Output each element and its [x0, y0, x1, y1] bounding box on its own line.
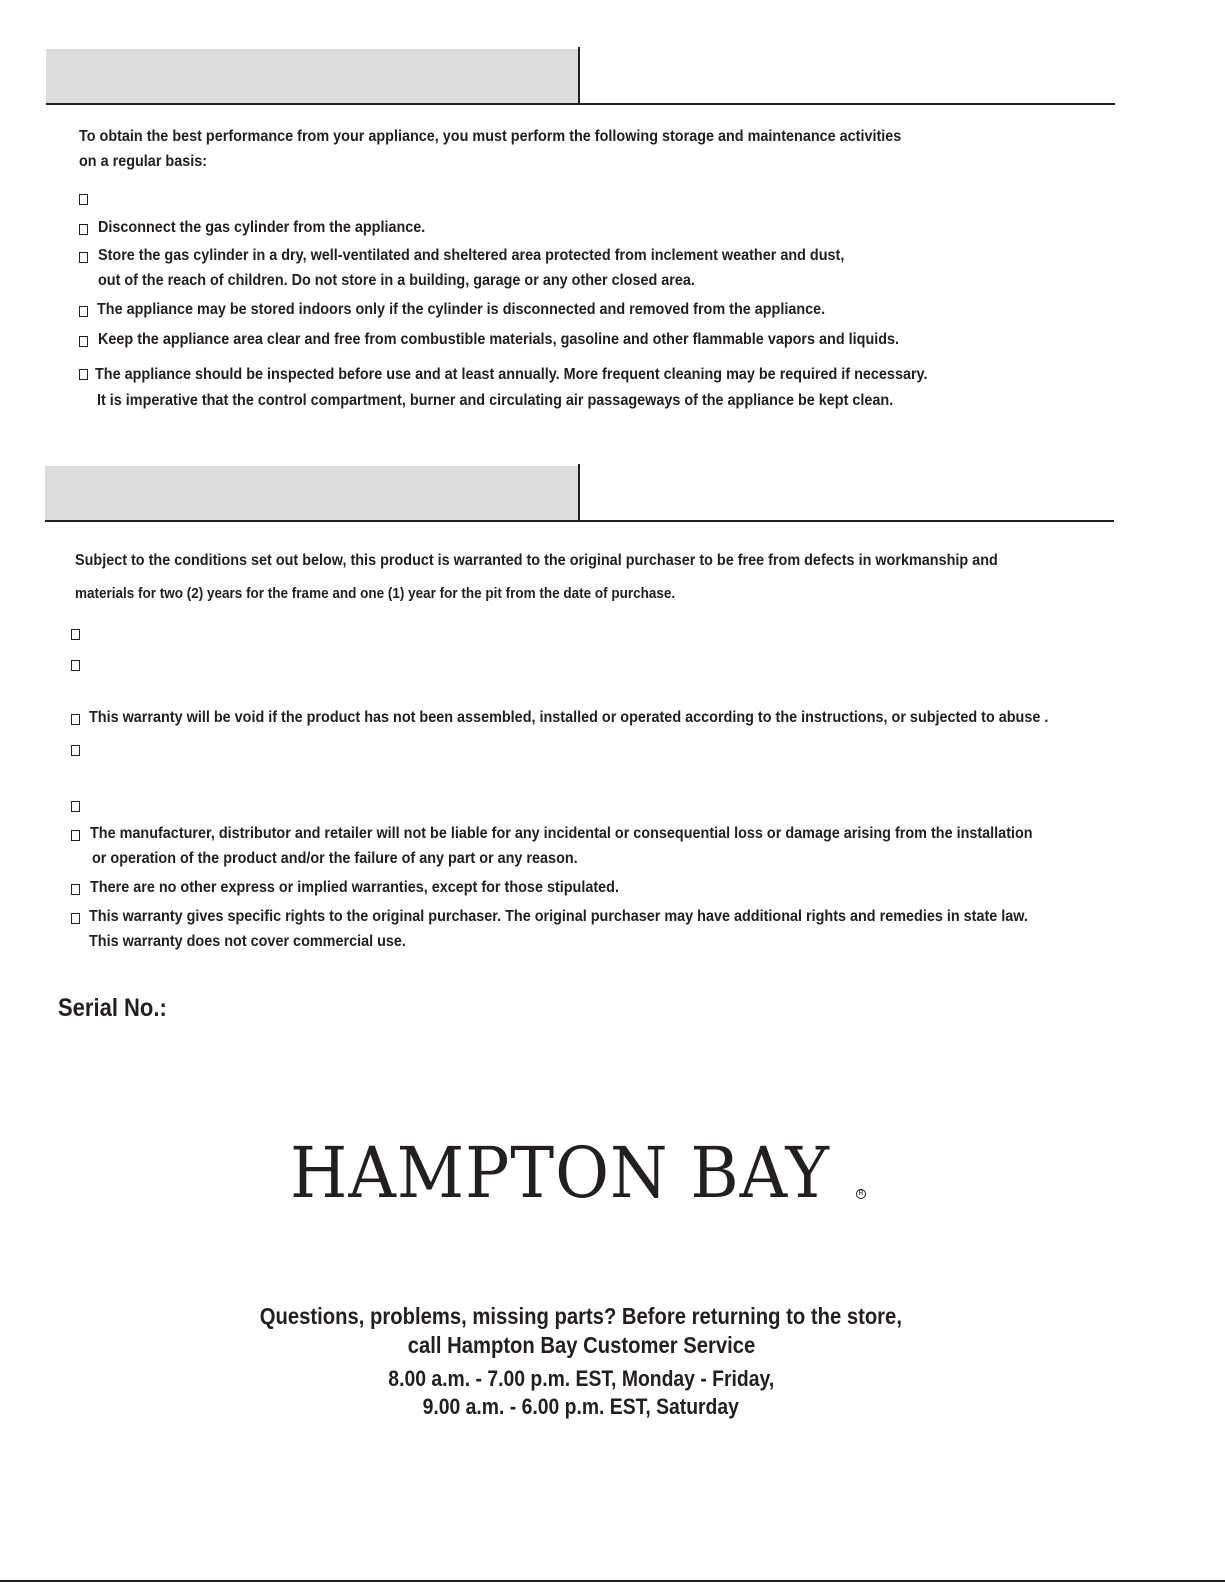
warranty-intro-line-2: materials for two (2) years for the frame and one (1) year for the pit from the date of purchase. [75, 585, 676, 602]
warranty-item-6-line-1: The manufacturer, distributor and retailer will not be liable for any incidental or consequential loss or damage arising from the installation [90, 825, 1033, 842]
warranty-bullet-icon [71, 629, 80, 640]
maintenance-bullet-icon [79, 336, 88, 347]
warranty-item-3: This warranty will be void if the product has not been assembled, installed or operated according to the instructions, or subjected to abuse . [89, 709, 1049, 726]
maintenance-item-3-line-2: out of the reach of children. Do not store in a building, garage or any other closed area. [98, 272, 695, 289]
maintenance-bullet-icon [79, 252, 88, 263]
maintenance-intro-line-1: To obtain the best performance from your appliance, you must perform the following storage and maintenance activities [79, 128, 902, 145]
warranty-intro-line-1: Subject to the conditions set out below, this product is warranted to the original purchaser to be free from defects in workmanship and [75, 552, 998, 569]
maintenance-header-divider [578, 47, 580, 105]
maintenance-header-rule [46, 103, 1115, 105]
serial-number-label: Serial No.: [58, 994, 167, 1022]
brand-logo: HAMPTON BAY [290, 1132, 830, 1214]
maintenance-intro-line-2: on a regular basis: [79, 153, 208, 170]
maintenance-item-6-line-2: It is imperative that the control compartment, burner and circulating air passageways of the appliance be kept clean. [97, 392, 894, 409]
warranty-bullet-icon [71, 913, 80, 924]
warranty-bullet-icon [71, 714, 80, 725]
warranty-bullet-icon [71, 830, 80, 841]
maintenance-bullet-icon [79, 194, 88, 205]
maintenance-bullet-icon [79, 224, 88, 235]
warranty-item-8-line-2: This warranty does not cover commercial use. [89, 933, 406, 950]
warranty-header-divider [578, 464, 580, 522]
warranty-bullet-icon [71, 884, 80, 895]
page-bottom-rule [0, 1580, 1225, 1582]
customer-service-call: call Hampton Bay Customer Service [407, 1332, 755, 1358]
maintenance-item-4: The appliance may be stored indoors only if the cylinder is disconnected and removed from the appliance. [97, 301, 826, 318]
warranty-item-8-line-1: This warranty gives specific rights to the original purchaser. The original purchaser may have additional rights and remedies in state law. [89, 908, 1028, 925]
warranty-header-rule [45, 520, 1114, 522]
warranty-bullet-icon [71, 660, 80, 671]
customer-service-question: Questions, problems, missing parts? Before returning to the store, [259, 1303, 903, 1329]
warranty-bullet-icon [71, 801, 80, 812]
warranty-item-6-line-2: or operation of the product and/or the failure of any part or any reason. [92, 850, 578, 867]
registered-mark-icon: R [856, 1189, 866, 1199]
customer-service-hours-saturday: 9.00 a.m. - 6.00 p.m. EST, Saturday [422, 1394, 740, 1419]
maintenance-item-3-line-1: Store the gas cylinder in a dry, well-ventilated and sheltered area protected from inclement weather and dust, [98, 247, 845, 264]
maintenance-bullet-icon [79, 369, 88, 380]
maintenance-bullet-icon [79, 306, 88, 317]
customer-service-hours-weekday: 8.00 a.m. - 7.00 p.m. EST, Monday - Friday, [388, 1366, 774, 1391]
maintenance-item-6-line-1: The appliance should be inspected before use and at least annually. More frequent cleaning may be required if necessary. [95, 366, 928, 383]
warranty-item-7: There are no other express or implied warranties, except for those stipulated. [90, 879, 619, 896]
warranty-bullet-icon [71, 745, 80, 756]
maintenance-item-5: Keep the appliance area clear and free from combustible materials, gasoline and other flammable vapors and liquids. [98, 331, 900, 348]
warranty-header-band [45, 466, 579, 521]
maintenance-header-band [46, 49, 579, 104]
maintenance-item-2: Disconnect the gas cylinder from the appliance. [98, 219, 426, 236]
